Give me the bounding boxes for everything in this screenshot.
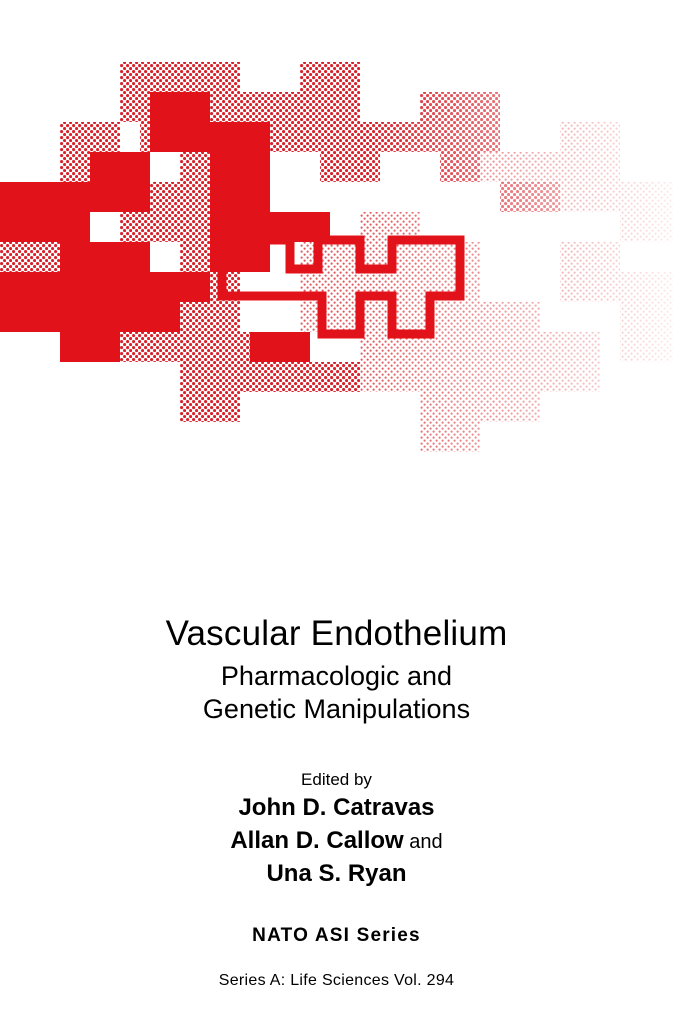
page-title: Vascular Endothelium [165, 614, 508, 653]
list-item [0, 858, 673, 891]
title-block [0, 612, 673, 726]
subtitle [0, 660, 673, 726]
editor-name: Una S. Ryan [266, 860, 407, 887]
editor-name: Allan D. Callow [230, 827, 404, 854]
editor-list [0, 792, 673, 891]
series-name: NATO ASI Series [252, 925, 421, 946]
editor-name: John D. Catravas [238, 794, 435, 821]
series-subtitle: Series A: Life Sciences Vol. 294 [218, 972, 455, 989]
edited-by-label: Edited by [301, 770, 372, 789]
subtitle-line-2: Genetic Manipulations [202, 694, 471, 724]
list-item [0, 825, 673, 858]
subtitle-line-1: Pharmacologic and [220, 661, 453, 691]
list-item [0, 792, 673, 825]
cover-artwork [0, 34, 673, 454]
editor-conjunction: and [403, 831, 443, 853]
